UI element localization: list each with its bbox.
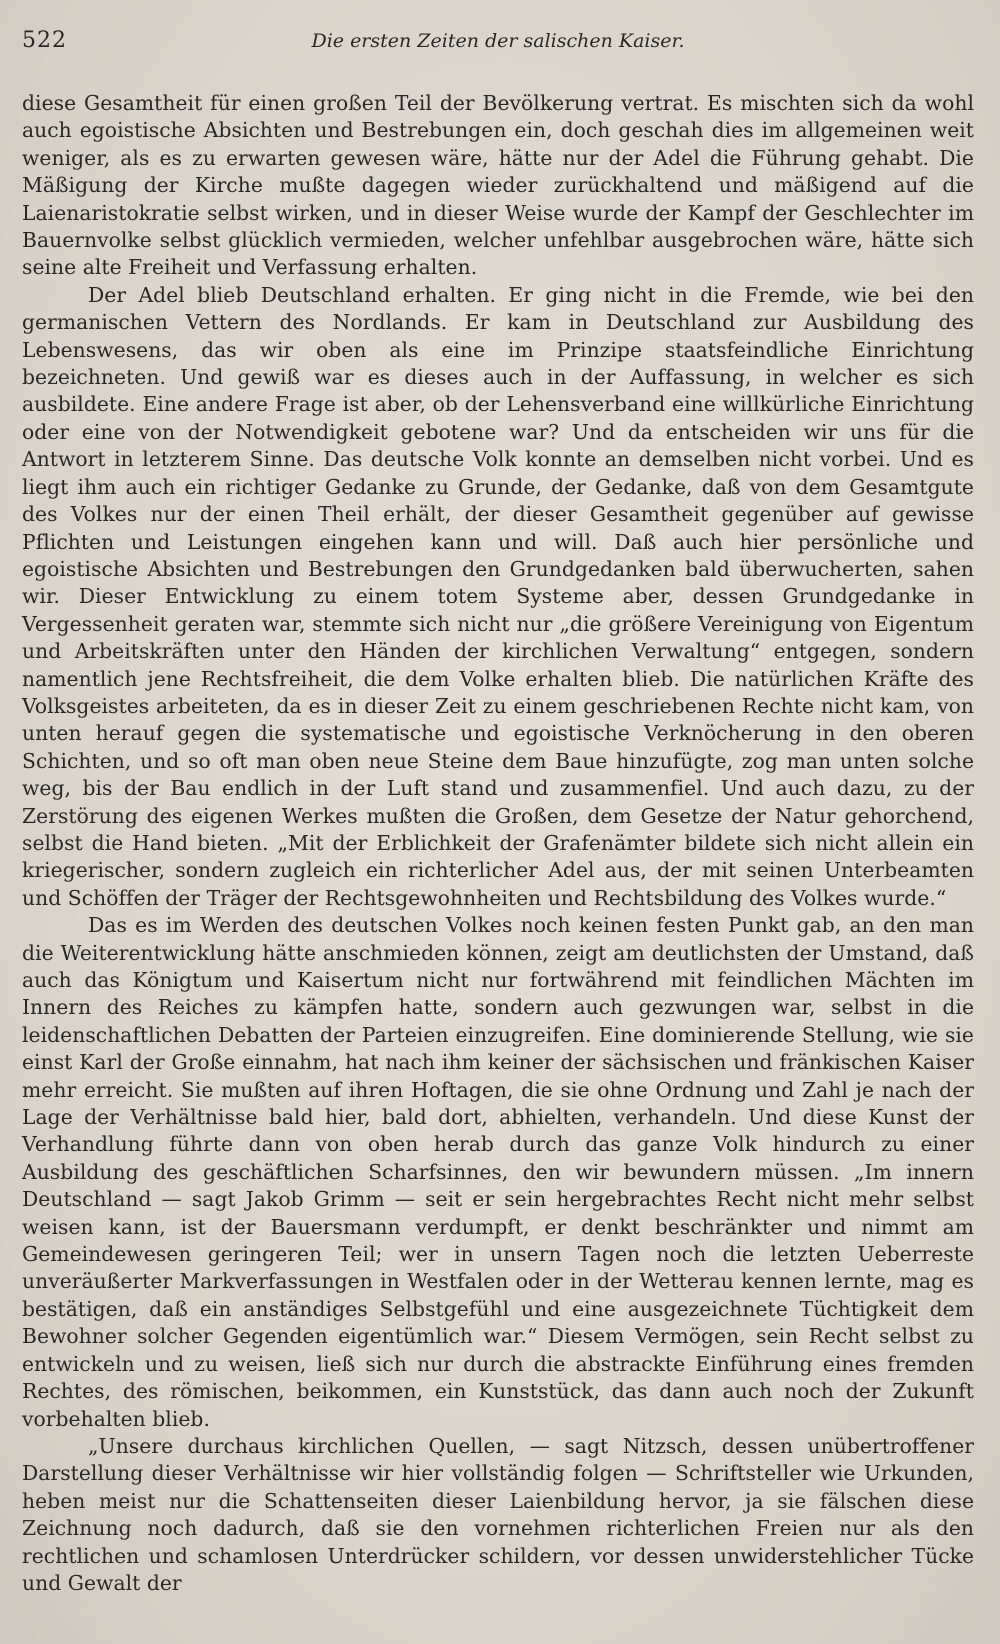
paragraph-adel: Der Adel blieb Deutschland erhalten. Er ging nicht in die Fremde, wie bei den germanischen Vettern des Nordlands. Er kam in Deutschland zur Ausbildung des Lebenswesens, das wir oben als eine im Prinzipe staatsfeindliche Einrichtung bezeichneten. Und gewiß war es dieses auch in der Auffassung, in welcher es sich ausbildete. Eine andere Frage ist aber, ob der Lehensverband eine willkürliche Einrichtung oder eine von der Notwendigkeit gebotene war? Und da entscheiden wir uns für die Antwort in letzterem Sinne. Das deutsche Volk konnte an demselben nicht vorbei. Und es liegt ihm auch ein richtiger Gedanke zu Grunde, der Gedanke, daß von dem Gesamtgute des Volkes nur der einen Theil erhält, der dieser Gesamtheit gegenüber auf gewisse Pflichten und Leistungen eingehen kann und will. Daß auch hier persönliche und egoistische Absichten und Bestrebungen den Grundgedanken bald überwucherten, sahen wir. Dieser Entwicklung zu einem totem Systeme aber, dessen Grundgedanke in Vergessenheit geraten war, stemmte sich nicht nur „die größere Vereinigung von Eigentum und Arbeitskräften unter den Händen der kirchlichen Verwaltung“ entgegen, sondern namentlich jene Rechtsfreiheit, die dem Volke erhalten blieb. Die natürlichen Kräfte des Volksgeistes arbeiteten, da es in dieser Zeit zu einem geschriebenen Rechte nicht kam, von unten herauf gegen die systematische und egoistische Verknöcherung in den oberen Schichten, und so oft man oben neue Steine dem Baue hinzufügte, zog man unten solche weg, bis der Bau endlich in der Luft stand und zusammenfiel. Und auch dazu, zu der Zerstörung des eigenen Werkes mußten die Großen, dem Gesetze der Natur gehorchend, selbst die Hand bieten. „Mit der Erblichkeit der Grafenämter bildete sich nicht allein ein kriegerischer, sondern zugleich ein richterlicher Adel aus, der mit seinen Unterbeamten und Schöffen der Träger der Rechtsgewohnheiten und Rechtsbildung des Volkes wurde.“ [22,282,974,910]
paragraph-werden: Das es im Werden des deutschen Volkes noch keinen festen Punkt gab, an den man die Weiterentwicklung hätte anschmieden können, zeigt am deutlichsten der Umstand, daß auch das Königtum und Kaisertum nicht nur fortwährend mit feindlichen Mächten im Innern des Reiches zu kämpfen hatte, sondern auch gezwungen war, selbst in die leidenschaftlichen Debatten der Parteien einzugreifen. Eine dominierende Stellung, wie sie einst Karl der Große einnahm, hat nach ihm keiner der sächsischen und fränkischen Kaiser mehr erreicht. Sie mußten auf ihren Hoftagen, die sie ohne Ordnung und Zahl je nach der Lage der Verhältnisse bald hier, bald dort, abhielten, verhandeln. Und diese Kunst der Verhandlung führte dann von oben herab durch das ganze Volk hindurch zu einer Ausbildung des geschäftlichen Scharfsinnes, den wir bewundern müssen. „Im innern Deutschland — sagt Jakob Grimm — seit er sein hergebrachtes Recht nicht mehr selbst weisen kann, ist der Bauersmann verdumpft, er denkt beschränkter und nimmt am Gemeindewesen geringeren Teil; wer in unsern Tagen noch die letzten Ueberreste unveräußerter Markverfassungen in Westfalen oder in der Wetterau kennen lernte, mag es bestätigen, daß ein anständiges Selbstgefühl und eine ausgezeichnete Tüchtigkeit dem Bewohner solcher Gegenden eigentümlich war.“ Diesem Vermögen, sein Recht selbst zu entwickeln und zu weisen, ließ sich nur durch die abstrackte Einführung eines fremden Rechtes, des römischen, beikommen, ein Kunststück, das dann auch noch der Zukunft vorbehalten blieb. [22,913,974,1431]
paragraph-continuation: diese Gesamtheit für einen großen Teil der Bevölkerung vertrat. Es mischten sich da wohl auch egoistische Absichten und Bestrebungen ein, doch geschah dies im allgemeinen weit weniger, als es zu erwarten gewesen wäre, hätte nur der Adel die Führung gehabt. Die Mäßigung der Kirche mußte dagegen wieder zurückhaltend und mäßigend auf die Laienaristokratie selbst wirken, und in dieser Weise wurde der Kampf der Geschlechter im Bauernvolke selbst glücklich vermieden, welcher unfehlbar ausgebrochen wäre, hätte sich seine alte Freiheit und Verfassung erhalten. [22,91,974,280]
body-text [22,90,974,1597]
page-number: 522 [22,28,67,53]
page-header [22,22,974,66]
running-title: Die ersten Zeiten der salischen Kaiser. [311,30,685,52]
paragraph-quellen: „Unsere durchaus kirchlichen Quellen, — sagt Nitzsch, dessen unübertroffener Darstellung dieser Verhältnisse wir hier vollständig folgen — Schriftsteller wie Urkunden, heben meist nur die Schattenseiten dieser Laienbildung hervor, ja sie fälschen diese Zeichnung noch dadurch, daß sie den vornehmen richterlichen Freien nur als den rechtlichen und schamlosen Unterdrücker schildern, vor dessen unwiderstehlicher Tücke und Gewalt der [22,1433,974,1595]
